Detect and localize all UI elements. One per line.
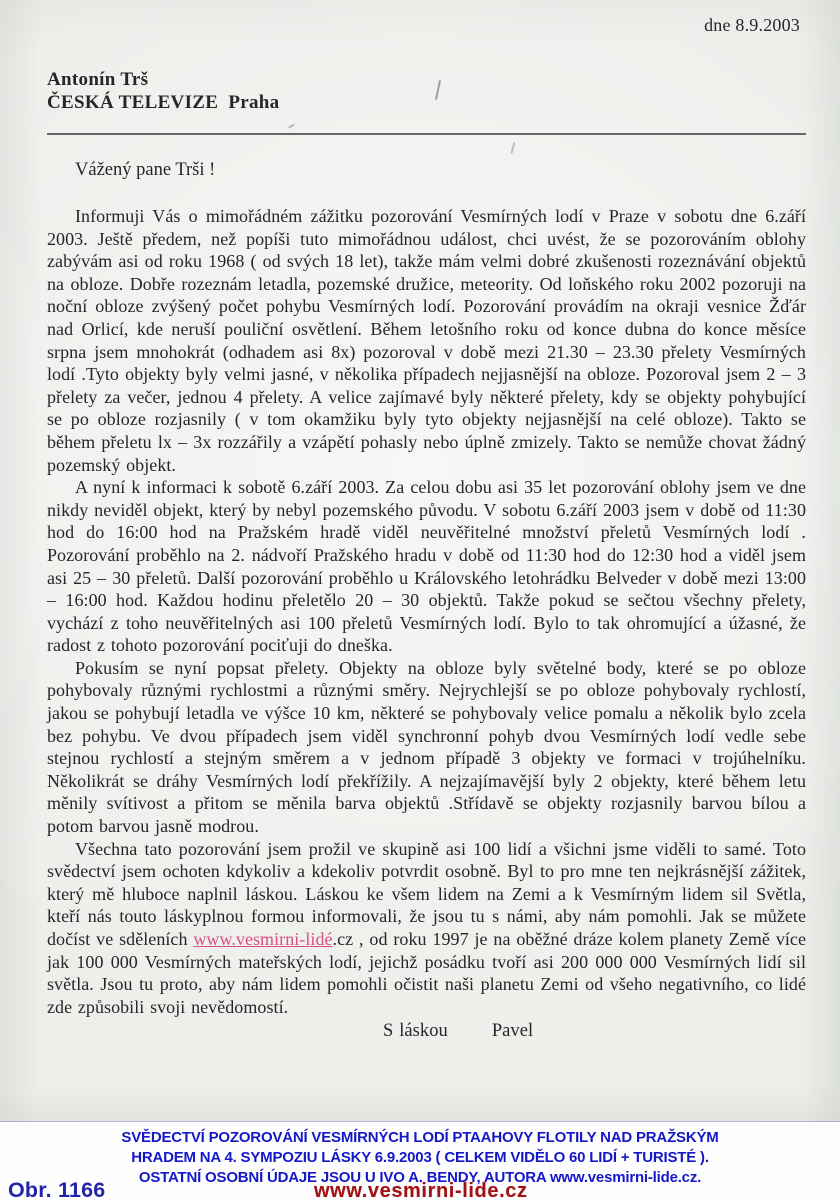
signature-row	[47, 1020, 806, 1043]
paragraph-1: Informuji Vás o mimořádném zážitku pozorování Vesmírných lodí v Praze v sobotu dne 6.září 2003. Ještě předem, než popíši tuto mimořádnou událost, chci uvést, že se pozorováním oblohy zabývám asi od roku 1968 ( od svých 18 let), takže mám velmi dobré zkušenosti rozeznávání objektů na obloze. Dobře rozeznám letadla, pozemské družice, meteority. Od loňského roku 2002 pozoruji na noční obloze zvýšený počet pohybu Vesmírných lodí. Pozorování provádím na okraji vesnice Žďár nad Orlicí, kde neruší pouliční osvětlení. Během letošního roku od konce dubna do konce měsíce srpna jsem mnohokrát (odhadem asi 8x) pozoroval v době mezi 21.30 – 23.30 přelety Vesmírných lodí .Tyto objekty byly velmi jasné, v několika případech nejjasnější na obloze. Pozoroval jsem 2 – 3 přelety za večer, jednou 4 přelety. A velice zajímavé byly některé přelety, kdy se objekty pohybující se po obloze rozjasnily ( v tom okamžiku byly tyto objekty nejjasnější na celé obloze). Takto se během přeletu lx – 3x rozzářily a vzápětí pohasly nebo úplně zmizely. Takto se nemůže chovat žádný pozemský objekt.	[47, 206, 806, 475]
paragraph-4-text-after: , od roku 1997 je na oběžné dráze kolem planety Země více jak 100 000 Vesmírných mateřských lodí, jejichž posádku tvoří asi 200 000 000 Vesmírných lidí sil světla. Jsou tu proto, aby nám lidem pomohli očistit naši planetu Zemi od všeho negativního, co lidé zde způsobili svoji nevědomostí.	[47, 929, 807, 1017]
paragraph-2: A nyní k informaci k sobotě 6.září 2003. Za celou dobu asi 35 let pozorování oblohy jsem ve dne nikdy neviděl objekt, který by nebyl pozemského původu. V sobotu 6.září 2003 jsem v době od 11:30 hod do 16:00 hod na Pražském hradě viděl neuvěřitelné množství přeletů Vesmírných lodí . Pozorování proběhlo na 2. nádvoří Pražského hradu v době od 11:30 hod do 12:30 hod a viděl jsem asi 25 – 30 přeletů. Další pozorování proběhlo u Královského letohrádku Belveder v době mezi 13:00 – 16:00 hod. Každou hodinu přeletělo 20 – 30 objektů. Takže pokud se sečtou všechny přelety, vychází z toho neuvěřitelných asi 100 přeletů Vesmírných lodí. Bylo to tak ohromující a úžasné, že radost z tohoto pozorování pociťuji do dneška.	[47, 477, 806, 656]
scan-artifact	[288, 123, 295, 128]
caption-line-3: OSTATNÍ OSOBNÍ ÚDAJE JSOU U IVO A. BENDY, AUTORA www.vesmirni-lide.cz.	[138, 1169, 702, 1186]
caption-line-1: SVĚDECTVÍ POZOROVÁNÍ VESMÍRNÝCH LODÍ PTAAHOVY FLOTILY NAD PRAŽSKÝM	[121, 1129, 719, 1146]
vesmirni-lide-inline-link[interactable]: www.vesmirni-lidé	[193, 929, 333, 949]
signature-closing: S láskou	[383, 1021, 448, 1042]
divider-line	[47, 133, 806, 135]
recipient-name: Antonín Trš	[47, 69, 149, 90]
paragraph-4-text: Všechna tato pozorování jsem prožil ve skupině asi 100 lidí a všichni jsme viděli to samé. Toto svědectví jsem ochoten kdykoliv a kdekoliv potvrdit osobně. Byl to pro mne ten nejkrásnější zážitek, který mě hluboce naplnil láskou. Láskou ke všem lidem na Zemi a k Vesmírným lidem sil Světla, kteří nás touto láskyplnou formou informovali, že jsou tu s námi, aby nám pomohli. Jak se můžete dočíst ve sděleních	[47, 838, 806, 949]
site-url-link[interactable]: www.vesmirni-lide.cz	[314, 1180, 528, 1200]
paragraph-4	[47, 838, 806, 1019]
letter-date: dne 8.9.2003	[704, 15, 800, 35]
caption-area	[0, 1122, 840, 1200]
paragraph-3: Pokusím se nyní popsat přelety. Objekty na obloze byly světelné body, které se po obloze pohybovaly různými rychlostmi a různými směry. Nejrychlejší se po obloze pohybovaly rychlostí, jakou se pohybují letadla ve výšce 10 km, některé se pohybovaly velice pomalu a několik bylo zcela bez pohybu. Ve dvou případech jsem viděl synchronní pohyb dvou Vesmírných lodí vedle sebe stejnou rychlostí a stejným směrem a v jednom případě 3 objekty ve formaci v trojúhelníku. Několikrát se dráhy Vesmírných lodí překřížily. A nejzajímavější byly 2 objekty, které během letu měnily svítivost a přitom se měnila barva objektů .Střídavě se objekty rozjasnily barvou bílou a potom barvou jasně modrou.	[47, 657, 806, 837]
signature-name: Pavel	[491, 1021, 534, 1042]
scan-artifact	[510, 142, 515, 154]
recipient-block	[47, 68, 806, 114]
inline-link-suffix: .cz	[332, 929, 354, 949]
salutation: Vážený pane Trši !	[75, 160, 216, 180]
caption-text	[0, 1122, 840, 1188]
recipient-organization: ČESKÁ TELEVIZE Praha	[47, 92, 280, 113]
caption-line-2: HRADEM NA 4. SYMPOZIU LÁSKY 6.9.2003 ( CELKEM VIDĚLO 60 LIDÍ + TURISTÉ ).	[131, 1149, 709, 1166]
figure-label: Obr. 1166	[8, 1178, 106, 1200]
letter-body	[47, 205, 806, 1043]
